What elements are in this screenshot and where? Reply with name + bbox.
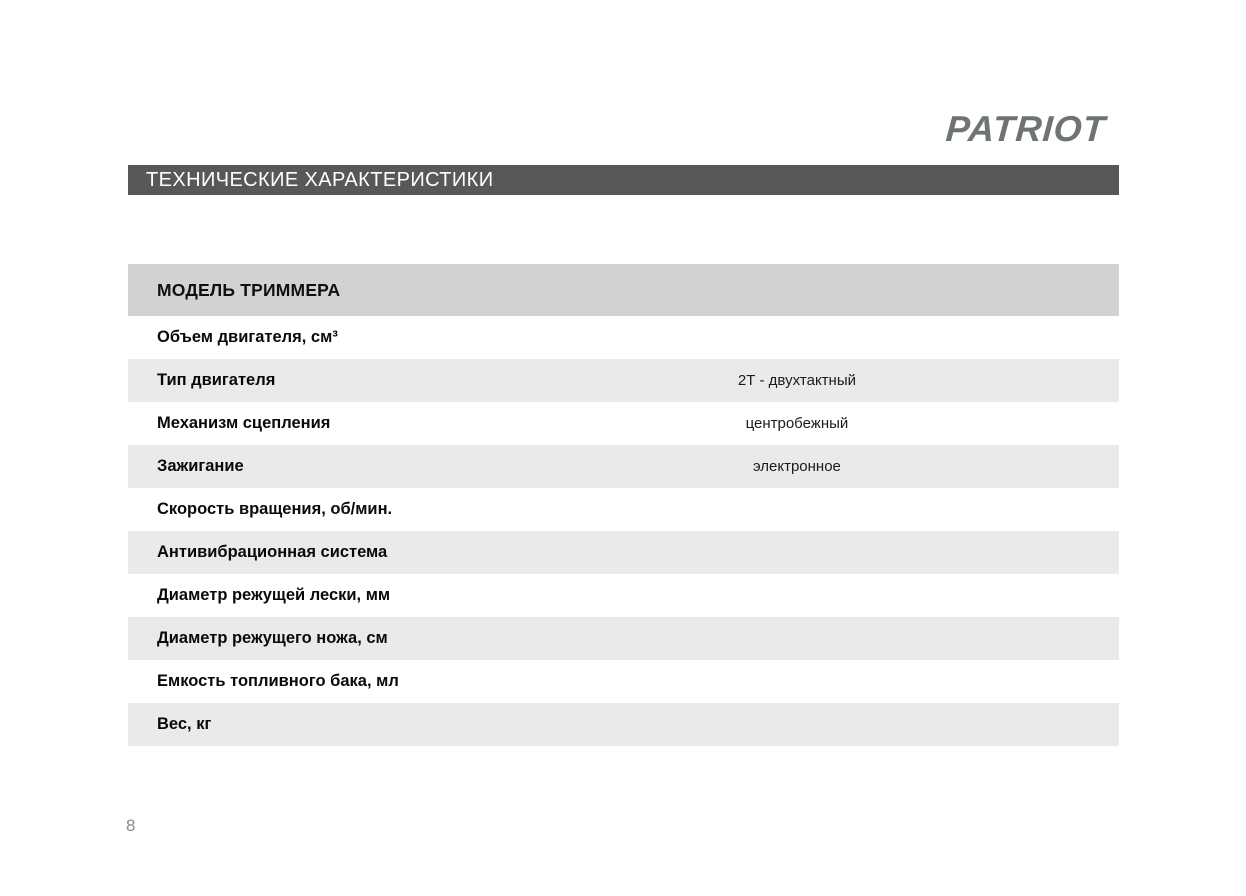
table-row xyxy=(128,488,1119,531)
row-label: Тип двигателя xyxy=(157,371,276,389)
row-label: Зажигание xyxy=(157,457,244,475)
patriot-brand-logo: PATRIOT xyxy=(944,108,1108,149)
table-row xyxy=(128,445,1119,488)
section-title-bar xyxy=(128,165,1119,195)
table-header-row xyxy=(128,264,1119,316)
table-row xyxy=(128,617,1119,660)
row-label: Вес, кг xyxy=(157,715,212,733)
row-label: Диаметр режущей лески, мм xyxy=(157,586,391,604)
row-label: Емкость топливного бака, мл xyxy=(157,672,399,690)
table-row xyxy=(128,660,1119,703)
table-row xyxy=(128,359,1119,402)
row-label: Скорость вращения, об/мин. xyxy=(157,500,393,518)
section-title: ТЕХНИЧЕСКИЕ ХАРАКТЕРИСТИКИ xyxy=(146,168,494,191)
row-label: Объем двигателя, см³ xyxy=(157,328,338,346)
row-value: электронное xyxy=(752,458,841,475)
row-label: Механизм сцепления xyxy=(157,414,331,432)
page-number: 8 xyxy=(126,816,136,835)
table-row xyxy=(128,316,1119,359)
table-header-label: МОДЕЛЬ ТРИММЕРА xyxy=(157,279,341,300)
row-label: Диаметр режущего ножа, см xyxy=(157,629,388,647)
row-label: Антивибрационная система xyxy=(157,543,388,561)
table-row xyxy=(128,531,1119,574)
row-value: центробежный xyxy=(745,415,849,432)
spec-table xyxy=(128,264,1119,746)
table-row xyxy=(128,703,1119,746)
table-row xyxy=(128,402,1119,445)
table-row xyxy=(128,574,1119,617)
row-value: 2Т - двухтактный xyxy=(737,372,856,389)
